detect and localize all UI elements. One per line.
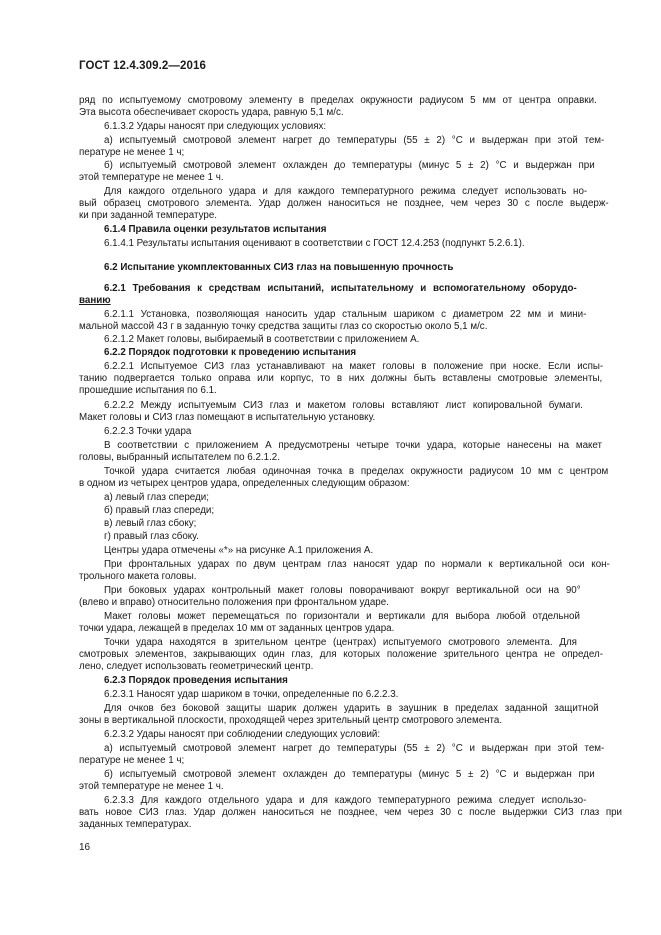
paragraph-line: 6.2.2.1 Испытуемое СИЗ глаз устанавливают на макет головы в положение при носке. Если испы-: [104, 361, 604, 372]
paragraph-line: 6.2.3.1 Наносят удар шариком в точки, определенные по 6.2.2.3.: [104, 689, 399, 700]
paragraph-line: трольного макета головы.: [79, 571, 197, 582]
paragraph-line: ряд по испытуемому смотровому элементу в пределах окружности радиусом 5 мм от центра оправки.: [79, 95, 597, 106]
paragraph-line: вый образец смотрового элемента. Удар должен наноситься не позднее, чем через 30 с после выдерж-: [79, 198, 609, 209]
paragraph-line: ки при заданной температуре.: [79, 210, 217, 221]
paragraph-line: а) испытуемый смотровой элемент нагрет до температуры (55 ± 2) °С и выдержан при этой тем-: [104, 135, 605, 146]
paragraph-line: В соответствии с приложением А предусмотрены четыре точки удара, которые нанесены на макет: [104, 440, 603, 451]
paragraph-line: Макет головы и СИЗ глаз помещают в испытательную установку.: [79, 412, 376, 423]
paragraph-line: 6.2.2.3 Точки удара: [104, 426, 192, 437]
section-heading-line: 6.1.4 Правила оценки результатов испытания: [104, 224, 327, 235]
paragraph-line: 6.2.1.2 Макет головы, выбираемый в соответствии с приложением А.: [104, 334, 420, 345]
paragraph-line: этой температуре не менее 1 ч.: [79, 172, 224, 183]
paragraph-line: Эта высота обеспечивает скорость удара, равную 5,1 м/с.: [79, 107, 344, 118]
paragraph-line: в одном из четырех центров удара, определенных следующим образом:: [79, 478, 410, 489]
paragraph-line: прошедшие испытания по 6.1.: [79, 385, 217, 396]
paragraph-line: 6.2.3.3 Для каждого отдельного удара и для каждого температурного режима следует использо-: [104, 795, 587, 806]
section-heading-line: ванию: [79, 295, 111, 306]
paragraph-line: лено, следует использовать геометрический центр.: [79, 661, 314, 672]
paragraph-line: смотровых элементов, закрывающих один глаз, для которых положение зрительного центра не определ-: [79, 649, 604, 660]
paragraph-line: При боковых ударах контрольный макет головы поворачивают вокруг вертикальной оси на 90°: [104, 585, 581, 596]
paragraph-line: Макет головы может перемещаться по горизонтали и вертикали для выбора любой отдельной: [104, 611, 580, 622]
paragraph-line: 6.1.3.2 Удары наносят при следующих условиях:: [104, 121, 327, 132]
paragraph-line: точки удара, лежащей в пределах 10 мм от заданных центров удара.: [79, 623, 395, 634]
page-number: 16: [79, 842, 91, 853]
paragraph-line: При фронтальных ударах по двум центрам глаз наносят удар по нормали к вертикальной оси кон-: [104, 559, 610, 570]
paragraph-line: Точки удара находятся в зрительном центре (центрах) испытуемого смотрового элемента. Для: [104, 637, 577, 648]
paragraph-line: этой температуре не менее 1 ч.: [79, 781, 224, 792]
paragraph-line: (влево и вправо) относительно положения при фронтальном ударе.: [79, 597, 389, 608]
paragraph-line: мальной массой 43 г в заданную точку средства защиты глаз со скоростью около 5,1 м/с.: [79, 321, 488, 332]
paragraph-line: Для каждого отдельного удара и для каждого температурного режима следует использовать но-: [104, 186, 588, 197]
paragraph-line: Для очков без боковой защиты шарик должен ударить в заушник в пределах заданной защитной: [104, 703, 599, 714]
section-heading-line: 6.2.3 Порядок проведения испытания: [104, 675, 288, 686]
paragraph-line: а) испытуемый смотровой элемент нагрет до температуры (55 ± 2) °С и выдержан при этой тем-: [104, 743, 605, 754]
paragraph-line: заданных температурах.: [79, 819, 192, 830]
paragraph-line: Центры удара отмечены «*» на рисунке А.1 приложения А.: [104, 545, 374, 556]
paragraph-line: г) правый глаз сбоку.: [104, 531, 199, 542]
paragraph-line: Точкой удара считается любая одиночная точка в пределах окружности радиусом 10 мм с центром: [104, 466, 609, 477]
section-heading-line: 6.2.1 Требования к средствам испытаний, испытательному и вспомогательному оборудо-: [104, 283, 577, 294]
paragraph-line: пературе не менее 1 ч;: [79, 755, 185, 766]
paragraph-line: а) левый глаз спереди;: [104, 492, 209, 503]
section-heading-line: 6.2 Испытание укомплектованных СИЗ глаз на повышенную прочность: [104, 262, 454, 273]
paragraph-line: б) правый глаз спереди;: [104, 505, 215, 516]
paragraph-line: 6.1.4.1 Результаты испытания оценивают в соответствии с ГОСТ 12.4.253 (подпункт 5.2.6.1).: [104, 238, 525, 249]
paragraph-line: зоны в вертикальной плоскости, проходящей через зрительный центр смотрового элемента.: [79, 715, 503, 726]
paragraph-line: головы, выбранный испытателем по 6.2.1.2.: [79, 452, 280, 463]
paragraph-line: вать новое СИЗ глаз. Удар должен наноситься не позднее, чем через 30 с после выдержки СИЗ глаз при: [79, 807, 622, 818]
paragraph-line: пературе не менее 1 ч;: [79, 147, 185, 158]
paragraph-line: в) левый глаз сбоку;: [104, 518, 197, 529]
section-heading-line: 6.2.2 Порядок подготовки к проведению испытания: [104, 347, 357, 358]
paragraph-line: 6.2.1.1 Установка, позволяющая наносить удар стальным шариком с диаметром 22 мм и мини-: [104, 309, 587, 320]
paragraph-line: 6.2.3.2 Удары наносят при соблюдении следующих условий:: [104, 729, 381, 740]
paragraph-line: танию подвергается только оправа или корпус, то в них должны быть вставлены смотровые элементы,: [79, 373, 603, 384]
paragraph-line: б) испытуемый смотровой элемент охлажден до температуры (минус 5 ± 2) °С и выдержан при: [104, 160, 595, 171]
page-header-standard-number: ГОСТ 12.4.309.2—2016: [79, 60, 206, 72]
paragraph-line: 6.2.2.2 Между испытуемым СИЗ глаз и макетом головы вставляют лист копировальной бумаги.: [104, 400, 583, 411]
paragraph-line: б) испытуемый смотровой элемент охлажден до температуры (минус 5 ± 2) °С и выдержан при: [104, 769, 595, 780]
